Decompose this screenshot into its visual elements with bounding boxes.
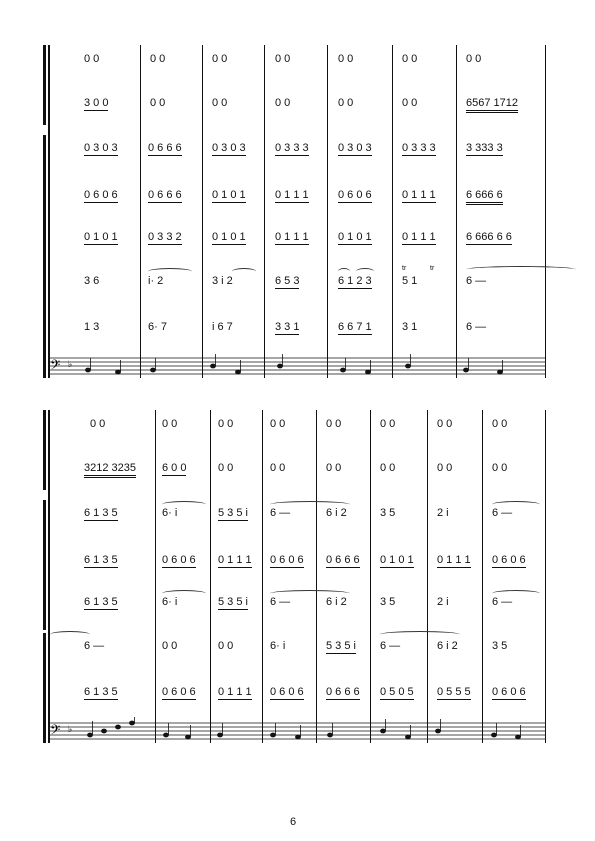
- system-bracket-bottom: [43, 633, 46, 743]
- harmony-top-measure: 0 3 3 3: [275, 142, 309, 154]
- harmony-mid-measure: 6 666 6: [466, 190, 503, 205]
- slur: [162, 501, 206, 508]
- part-1-measure: 0 0: [466, 53, 482, 65]
- harmony-top-measure: 0 3 3 3: [402, 142, 436, 154]
- system-bracket-bottom: [43, 268, 46, 378]
- bass-staff: [48, 352, 548, 382]
- slur: [50, 631, 90, 638]
- part-2-measure: 0 0: [212, 97, 228, 109]
- accompaniment-measure: 0 6 0 6: [492, 686, 526, 698]
- harmony-low-measure: 6 i 2: [326, 596, 347, 608]
- part-1-measure: 0 0: [218, 418, 234, 430]
- accompaniment-measure: i 6 7: [212, 321, 233, 333]
- harmony-low-measure: 0 1 0 1: [212, 231, 246, 243]
- harmony-top-measure: 6 1 3 5: [84, 507, 118, 519]
- accompaniment-measure: 0 6 0 6: [270, 686, 304, 698]
- part-2-measure: 0 0: [402, 97, 418, 109]
- slur: [232, 268, 256, 275]
- barline: [264, 45, 265, 378]
- harmony-mid-measure: 0 1 1 1: [437, 554, 471, 566]
- system-line: [48, 410, 50, 743]
- harmony-mid-measure: 0 6 0 6: [84, 189, 118, 201]
- part-2-measure: 3 0 0: [84, 97, 109, 109]
- part-1-measure: 0 0: [437, 418, 453, 430]
- harmony-low-measure: 6 —: [270, 596, 291, 608]
- barline: [155, 410, 156, 743]
- part-2-measure: 0 0: [218, 462, 234, 474]
- harmony-low-measure: 3 5: [380, 596, 396, 608]
- part-2-measure: 6 0 0: [162, 462, 187, 474]
- accompaniment-measure: 6 6 7 1: [338, 321, 372, 333]
- part-2-measure: 0 0: [492, 462, 508, 474]
- harmony-mid-measure: 0 1 1 1: [218, 554, 252, 566]
- melody-measure: 3 i 2: [212, 275, 233, 287]
- system-line: [48, 45, 50, 378]
- harmony-low-measure: 0 1 1 1: [402, 231, 436, 243]
- harmony-mid-measure: 0 6 0 6: [492, 554, 526, 566]
- barline: [456, 45, 457, 378]
- melody-measure: 6 —: [380, 640, 401, 652]
- barline: [140, 45, 141, 378]
- slur: [270, 590, 350, 597]
- melody-measure: 3 6: [84, 275, 100, 287]
- barline: [327, 45, 328, 378]
- harmony-low-measure: 2 i: [437, 596, 449, 608]
- part-1-measure: 0 0: [275, 53, 291, 65]
- accompaniment-measure: 0 5 0 5: [380, 686, 414, 698]
- barline: [482, 410, 483, 743]
- bass-clef-icon: 𝄢: [50, 357, 61, 376]
- barline: [202, 45, 203, 378]
- part-2-measure: 0 0: [437, 462, 453, 474]
- trill-mark: tr: [402, 265, 407, 272]
- accompaniment-measure: 0 5 5 5: [437, 686, 471, 698]
- slur: [148, 268, 192, 275]
- melody-measure: 6 —: [84, 640, 105, 652]
- harmony-low-measure: 0 1 0 1: [338, 231, 372, 243]
- harmony-top-measure: 6 —: [270, 507, 291, 519]
- slur: [380, 631, 460, 638]
- harmony-mid-measure: 0 1 0 1: [212, 189, 246, 201]
- harmony-top-measure: 3 333 3: [466, 142, 503, 154]
- flat-icon: ♭: [68, 360, 73, 370]
- harmony-low-measure: 5 3 5 i: [218, 596, 248, 608]
- trill-mark: tr: [430, 265, 435, 272]
- accompaniment-measure: 0 6 6 6: [326, 686, 360, 698]
- barline: [316, 410, 317, 743]
- melody-measure: i· 2: [148, 275, 164, 287]
- barline: [545, 45, 546, 378]
- part-1-measure: 0 0: [338, 53, 354, 65]
- harmony-low-measure: 6 666 6 6: [466, 231, 512, 243]
- harmony-top-measure: 0 3 0 3: [212, 142, 246, 154]
- part-2-measure: 0 0: [275, 97, 291, 109]
- harmony-mid-measure: 0 6 0 6: [270, 554, 304, 566]
- slur: [492, 590, 540, 597]
- slur: [270, 501, 350, 508]
- part-2-measure: 0 0: [270, 462, 286, 474]
- part-1-measure: 0 0: [212, 53, 228, 65]
- barline: [262, 410, 263, 743]
- harmony-low-measure: 0 1 1 1: [275, 231, 309, 243]
- bass-clef-icon: 𝄢: [50, 722, 61, 741]
- harmony-low-measure: 6 1 3 5: [84, 596, 118, 608]
- part-2-measure: 0 0: [380, 462, 396, 474]
- part-1-measure: 0 0: [150, 53, 166, 65]
- accompaniment-measure: 3 3 1: [275, 321, 300, 333]
- barline: [427, 410, 428, 743]
- harmony-top-measure: 0 3 0 3: [338, 142, 372, 154]
- harmony-mid-measure: 0 6 0 6: [162, 554, 196, 566]
- accompaniment-measure: 3 1: [402, 321, 418, 333]
- harmony-low-measure: 0 1 0 1: [84, 231, 118, 243]
- accompaniment-measure: 6 1 3 5: [84, 686, 118, 698]
- slur: [162, 590, 206, 597]
- accompaniment-measure: 0 1 1 1: [218, 686, 252, 698]
- melody-measure: 5 1: [402, 275, 418, 287]
- melody-measure: 5 3 5 i: [326, 640, 356, 652]
- part-1-measure: 0 0: [84, 53, 100, 65]
- harmony-top-measure: 3 5: [380, 507, 396, 519]
- harmony-mid-measure: 0 6 0 6: [338, 189, 372, 201]
- harmony-top-measure: 5 3 5 i: [218, 507, 248, 519]
- part-1-measure: 0 0: [492, 418, 508, 430]
- melody-measure: 6· i: [270, 640, 286, 652]
- melody-measure: 0 0: [218, 640, 234, 652]
- harmony-low-measure: 6 —: [492, 596, 513, 608]
- system-bracket-middle: [43, 500, 46, 630]
- part-2-measure: 6567 1712: [466, 98, 518, 113]
- accompaniment-measure: 1 3: [84, 321, 100, 333]
- flat-icon: ♭: [68, 725, 73, 735]
- accompaniment-measure: 0 6 0 6: [162, 686, 196, 698]
- system-1: [0, 40, 595, 380]
- part-2-measure: 0 0: [150, 97, 166, 109]
- part-1-measure: 0 0: [270, 418, 286, 430]
- melody-measure: 0 0: [162, 640, 178, 652]
- slur: [356, 268, 374, 275]
- slur: [338, 268, 350, 275]
- system-bracket-top: [43, 45, 46, 125]
- melody-measure: 6 5 3: [275, 275, 300, 287]
- part-2-measure: 0 0: [326, 462, 342, 474]
- harmony-mid-measure: 0 1 1 1: [275, 189, 309, 201]
- melody-measure: 6 i 2: [437, 640, 458, 652]
- barline: [210, 410, 211, 743]
- accompaniment-measure: 6 —: [466, 321, 487, 333]
- system-bracket-middle: [43, 135, 46, 290]
- harmony-mid-measure: 6 1 3 5: [84, 554, 118, 566]
- slur: [466, 266, 576, 273]
- bass-staff: [48, 717, 548, 747]
- melody-measure: 6 1 2 3: [338, 275, 372, 287]
- harmony-top-measure: 6· i: [162, 507, 178, 519]
- harmony-top-measure: 2 i: [437, 507, 449, 519]
- harmony-low-measure: 6· i: [162, 596, 178, 608]
- slur: [492, 501, 540, 508]
- harmony-top-measure: 6 —: [492, 507, 513, 519]
- part-1-measure: 0 0: [90, 418, 106, 430]
- part-1-measure: 0 0: [326, 418, 342, 430]
- melody-measure: 6 —: [466, 275, 487, 287]
- melody-measure: 3 5: [492, 640, 508, 652]
- system-bracket-top: [43, 410, 46, 490]
- harmony-low-measure: 0 3 3 2: [148, 231, 182, 243]
- part-1-measure: 0 0: [162, 418, 178, 430]
- part-1-measure: 0 0: [380, 418, 396, 430]
- part-2-measure: 0 0: [338, 97, 354, 109]
- barline: [392, 45, 393, 378]
- barline: [370, 410, 371, 743]
- barline: [545, 410, 546, 743]
- harmony-mid-measure: 0 1 1 1: [402, 189, 436, 201]
- harmony-mid-measure: 0 6 6 6: [326, 554, 360, 566]
- harmony-mid-measure: 0 1 0 1: [380, 554, 414, 566]
- harmony-top-measure: 0 6 6 6: [148, 142, 182, 154]
- part-1-measure: 0 0: [402, 53, 418, 65]
- harmony-mid-measure: 0 6 6 6: [148, 189, 182, 201]
- page-number: 6: [290, 816, 297, 828]
- system-2: [0, 405, 595, 750]
- accompaniment-measure: 6· 7: [148, 321, 167, 333]
- harmony-top-measure: 6 i 2: [326, 507, 347, 519]
- harmony-top-measure: 0 3 0 3: [84, 142, 118, 154]
- part-2-measure: 3212 3235: [84, 463, 136, 478]
